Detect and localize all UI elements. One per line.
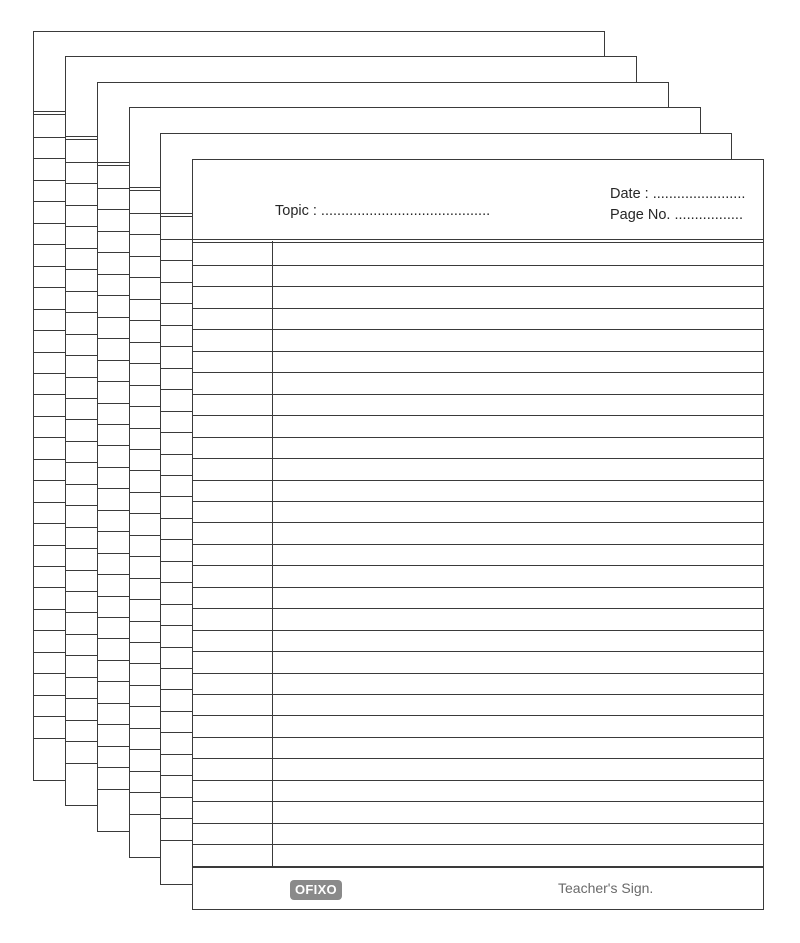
ruled-line [130, 556, 162, 557]
ruled-line [193, 308, 763, 309]
ruled-line [98, 295, 130, 296]
ruled-line [66, 527, 98, 528]
ruled-line [98, 381, 130, 382]
ruled-line [34, 738, 66, 739]
ruled-line [66, 419, 98, 420]
header-divider [161, 216, 193, 217]
ruled-line [130, 685, 162, 686]
ruled-line [161, 496, 193, 497]
ruled-line [34, 201, 66, 202]
ruled-line [34, 437, 66, 438]
ruled-line [193, 265, 763, 266]
ruled-line [34, 502, 66, 503]
header-divider [130, 190, 162, 191]
ruled-line [193, 608, 763, 609]
ruled-line [98, 317, 130, 318]
ruled-line [161, 282, 193, 283]
ruled-line [130, 213, 162, 214]
ruled-line [98, 724, 130, 725]
ruled-line [161, 604, 193, 605]
ruled-line [66, 291, 98, 292]
ruled-line [193, 372, 763, 373]
ruled-line [34, 180, 66, 181]
ruled-line [66, 248, 98, 249]
ruled-line [130, 814, 162, 815]
ruled-line [161, 818, 193, 819]
ruled-line [66, 183, 98, 184]
ruled-line [34, 158, 66, 159]
date-field: Date : ....................... [610, 186, 746, 202]
ruled-line [193, 801, 763, 802]
ruled-line [161, 432, 193, 433]
ruled-line [34, 223, 66, 224]
ruled-line [161, 389, 193, 390]
ruled-line [130, 663, 162, 664]
header-divider [193, 239, 763, 240]
ruled-line [193, 780, 763, 781]
header-divider [34, 111, 66, 112]
ruled-line [66, 484, 98, 485]
ruled-line [66, 377, 98, 378]
ruled-line [98, 488, 130, 489]
ruled-line [193, 329, 763, 330]
ruled-line [193, 394, 763, 395]
ruled-line [66, 312, 98, 313]
ruled-line [66, 226, 98, 227]
ruled-line [34, 630, 66, 631]
ruled-line [98, 445, 130, 446]
ruled-line [130, 256, 162, 257]
ruled-line [98, 553, 130, 554]
ruled-line [66, 398, 98, 399]
margin-line [272, 241, 273, 867]
ruled-line [98, 360, 130, 361]
ruled-line [161, 689, 193, 690]
ruled-line [34, 330, 66, 331]
ruled-line [193, 522, 763, 523]
ruled-line [130, 428, 162, 429]
ruled-line [193, 480, 763, 481]
ruled-line [130, 363, 162, 364]
ruled-line [193, 673, 763, 674]
ruled-line [130, 728, 162, 729]
ruled-line [34, 566, 66, 567]
ruled-line [98, 789, 130, 790]
ruled-line [98, 746, 130, 747]
header-divider [98, 162, 130, 163]
ruled-line [66, 548, 98, 549]
ruled-line [193, 715, 763, 716]
ruled-line [193, 544, 763, 545]
ruled-line [161, 260, 193, 261]
ruled-line [66, 634, 98, 635]
ruled-line [193, 823, 763, 824]
ruled-line [34, 137, 66, 138]
ruled-line [34, 716, 66, 717]
header-divider [161, 213, 193, 214]
ruled-line [130, 470, 162, 471]
ruled-line [98, 338, 130, 339]
ruled-line [34, 545, 66, 546]
ruled-line [98, 767, 130, 768]
page-number-field: Page No. ................. [610, 207, 743, 223]
ruled-line [130, 535, 162, 536]
ruled-line [34, 394, 66, 395]
ruled-line [98, 231, 130, 232]
ruled-line [66, 205, 98, 206]
ruled-line [130, 706, 162, 707]
ruled-line [66, 162, 98, 163]
ruled-line [98, 703, 130, 704]
ruled-line [193, 587, 763, 588]
ruled-line [130, 578, 162, 579]
ruled-line [193, 351, 763, 352]
brand-logo: OFIXO [290, 880, 342, 900]
ruled-line [66, 462, 98, 463]
ruled-line [66, 763, 98, 764]
ruled-line [130, 277, 162, 278]
ruled-line [130, 492, 162, 493]
ruled-line [161, 539, 193, 540]
ruled-line [193, 651, 763, 652]
ruled-line [161, 754, 193, 755]
ruled-line [98, 596, 130, 597]
ruled-line [161, 518, 193, 519]
ruled-line [34, 609, 66, 610]
ruled-line [193, 737, 763, 738]
ruled-line [193, 501, 763, 502]
footer-divider [193, 867, 763, 868]
ruled-line [130, 320, 162, 321]
ruled-line [161, 732, 193, 733]
front-sheet [192, 159, 764, 910]
ruled-line [34, 459, 66, 460]
ruled-line [98, 531, 130, 532]
ruled-line [130, 234, 162, 235]
ruled-line [34, 652, 66, 653]
ruled-line [161, 368, 193, 369]
ruled-line [161, 346, 193, 347]
ruled-line [161, 582, 193, 583]
ruled-line [98, 681, 130, 682]
ruled-line [130, 642, 162, 643]
ruled-line [98, 274, 130, 275]
ruled-line [193, 286, 763, 287]
ruled-line [34, 673, 66, 674]
ruled-line [66, 570, 98, 571]
ruled-line [130, 749, 162, 750]
header-divider [193, 242, 763, 243]
ruled-line [98, 188, 130, 189]
ruled-line [161, 561, 193, 562]
ruled-line [34, 587, 66, 588]
header-divider [98, 165, 130, 166]
ruled-line [66, 612, 98, 613]
ruled-line [34, 416, 66, 417]
ruled-line [66, 505, 98, 506]
ruled-line [130, 621, 162, 622]
ruled-line [130, 513, 162, 514]
ruled-line [34, 266, 66, 267]
ruled-line [66, 720, 98, 721]
ruled-line [161, 711, 193, 712]
ruled-line [161, 840, 193, 841]
header-divider [66, 136, 98, 137]
ruled-line [34, 523, 66, 524]
ruled-line [66, 355, 98, 356]
ruled-line [98, 617, 130, 618]
ruled-line [130, 342, 162, 343]
ruled-line [161, 775, 193, 776]
ruled-line [98, 424, 130, 425]
ruled-line [66, 269, 98, 270]
ruled-line [193, 694, 763, 695]
ruled-line [66, 677, 98, 678]
ruled-line [98, 638, 130, 639]
ruled-line [98, 510, 130, 511]
ruled-line [34, 352, 66, 353]
ruled-line [66, 741, 98, 742]
ruled-line [130, 385, 162, 386]
ruled-line [193, 415, 763, 416]
ruled-line [98, 252, 130, 253]
ruled-line [98, 467, 130, 468]
ruled-line [66, 441, 98, 442]
ruled-line [161, 625, 193, 626]
ruled-line [66, 334, 98, 335]
ruled-line [130, 299, 162, 300]
teacher-signature-label: Teacher's Sign. [558, 880, 654, 896]
ruled-line [130, 406, 162, 407]
ruled-line [193, 565, 763, 566]
ruled-line [161, 475, 193, 476]
ruled-line [34, 373, 66, 374]
ruled-line [161, 325, 193, 326]
ruled-line [98, 403, 130, 404]
ruled-line [34, 480, 66, 481]
header-divider [66, 139, 98, 140]
topic-field: Topic : .......................................... [275, 203, 491, 219]
ruled-line [98, 660, 130, 661]
header-divider [130, 187, 162, 188]
ruled-line [66, 591, 98, 592]
ruled-line [193, 630, 763, 631]
ruled-line [66, 698, 98, 699]
header-divider [34, 114, 66, 115]
ruled-line [34, 287, 66, 288]
ruled-line [193, 437, 763, 438]
ruled-line [161, 797, 193, 798]
ruled-line [193, 844, 763, 845]
ruled-line [130, 449, 162, 450]
ruled-line [66, 655, 98, 656]
ruled-line [161, 454, 193, 455]
ruled-line [161, 668, 193, 669]
ruled-line [130, 771, 162, 772]
ruled-line [98, 574, 130, 575]
ruled-line [130, 599, 162, 600]
ruled-line [161, 411, 193, 412]
ruled-line [34, 244, 66, 245]
ruled-line [193, 458, 763, 459]
ruled-line [130, 792, 162, 793]
ruled-line [161, 303, 193, 304]
ruled-line [161, 239, 193, 240]
ruled-line [34, 309, 66, 310]
ruled-line [193, 758, 763, 759]
ruled-line [98, 209, 130, 210]
ruled-line [161, 647, 193, 648]
ruled-line [34, 695, 66, 696]
